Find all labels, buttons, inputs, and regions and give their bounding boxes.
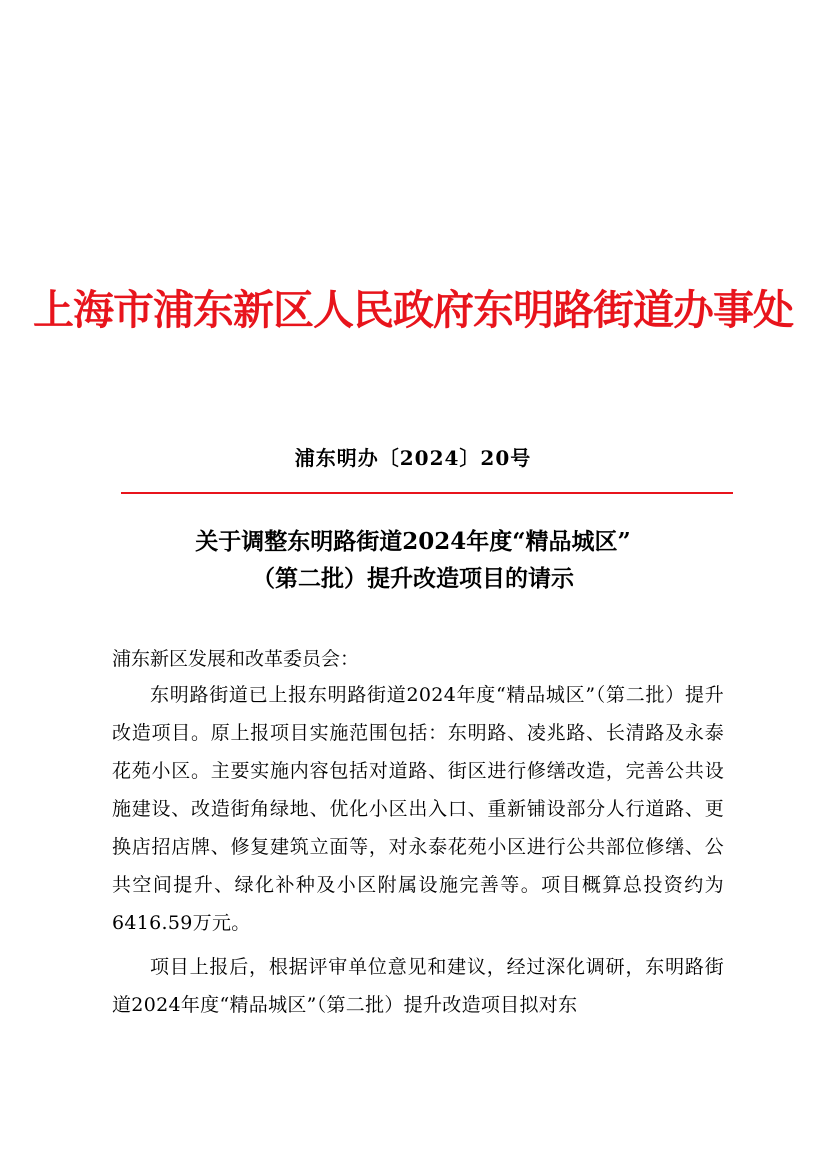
body-paragraph-1: 东明路街道已上报东明路街道2024年度“精品城区”（第二批）提升改造项目。原上报项目实施范围包括：东明路、凌兆路、长清路及永泰花苑小区。主要实施内容包括对道路、街区进行修缮改造，完善公共设施建设、改造街角绿地、优化小区出入口、重新铺设部分人行道路、更换店招店牌、修复建筑立面等，对永泰花苑小区进行公共部位修缮、公共空间提升、绿化补种及小区附属设施完善等。项目概算总投资约为6416.59万元。 <box>112 684 724 934</box>
salutation: 浦东新区发展和改革委员会： <box>112 648 360 670</box>
document-title-line-2: （第二批）提升改造项目的请示 <box>252 565 574 592</box>
issuing-authority-heading: 上海市浦东新区人民政府东明路街道办事处 <box>33 286 793 334</box>
body-paragraph-2: 项目上报后，根据评审单位意见和建议，经过深化调研，东明路街道2024年度“精品城区”（第二批）提升改造项目拟对东 <box>112 956 724 1016</box>
red-divider-line <box>121 492 733 494</box>
document-title-line-1: 关于调整东明路街道2024年度“精品城区” <box>195 528 631 555</box>
document-number: 浦东明办〔2024〕20号 <box>294 446 532 470</box>
